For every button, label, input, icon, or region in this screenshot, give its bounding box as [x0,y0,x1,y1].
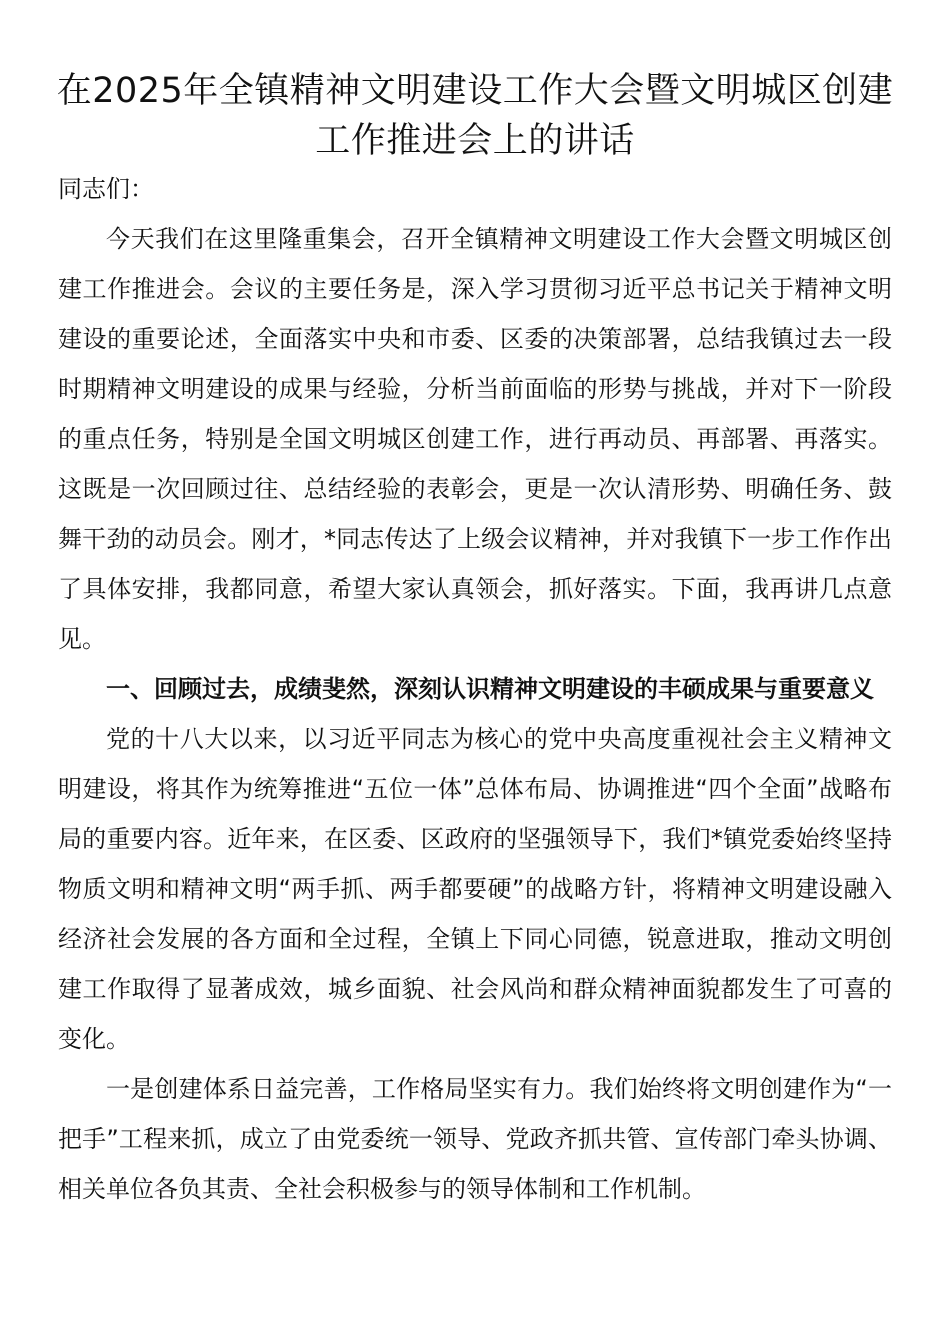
salutation: 同志们： [58,175,154,203]
paragraph-point-1: 一是创建体系日益完善，工作格局坚实有力。我们始终将文明创建作为“一把手”工程来抓，成立了由党委统一领导、党政齐抓共管、宣传部门牵头协调、相关单位各负其责、全社会积极参与的领导体制和工作机制。 [58,1075,892,1203]
document-body [58,164,892,1214]
paragraph-intro: 今天我们在这里隆重集会，召开全镇精神文明建设工作大会暨文明城区创建工作推进会。会议的主要任务是，深入学习贯彻习近平总书记关于精神文明建设的重要论述，全面落实中央和市委、区委的决策部署，总结我镇过去一段时期精神文明建设的成果与经验，分析当前面临的形势与挑战，并对下一阶段的重点任务，特别是全国文明城区创建工作，进行再动员、再部署、再落实。这既是一次回顾过往、总结经验的表彰会，更是一次认清形势、明确任务、鼓舞干劲的动员会。刚才，*同志传达了上级会议精神，并对我镇下一步工作作出了具体安排，我都同意，希望大家认真领会，抓好落实。下面，我再讲几点意见。 [58,225,892,653]
document-title: 在2025年全镇精神文明建设工作大会暨文明城区创建工作推进会上的讲话 [56,71,894,161]
paragraph-background: 党的十八大以来，以习近平同志为核心的党中央高度重视社会主义精神文明建设，将其作为统筹推进“五位一体”总体布局、协调推进“四个全面”战略布局的重要内容。近年来，在区委、区政府的坚强领导下，我们*镇党委始终坚持物质文明和精神文明“两手抓、两手都要硬”的战略方针，将精神文明建设融入经济社会发展的各方面和全过程，全镇上下同心同德，锐意进取，推动文明创建工作取得了显著成效，城乡面貌、社会风尚和群众精神面貌都发生了可喜的变化。 [58,725,892,1053]
section-heading-1: 一、回顾过去，成绩斐然，深刻认识精神文明建设的丰硕成果与重要意义 [106,675,874,703]
